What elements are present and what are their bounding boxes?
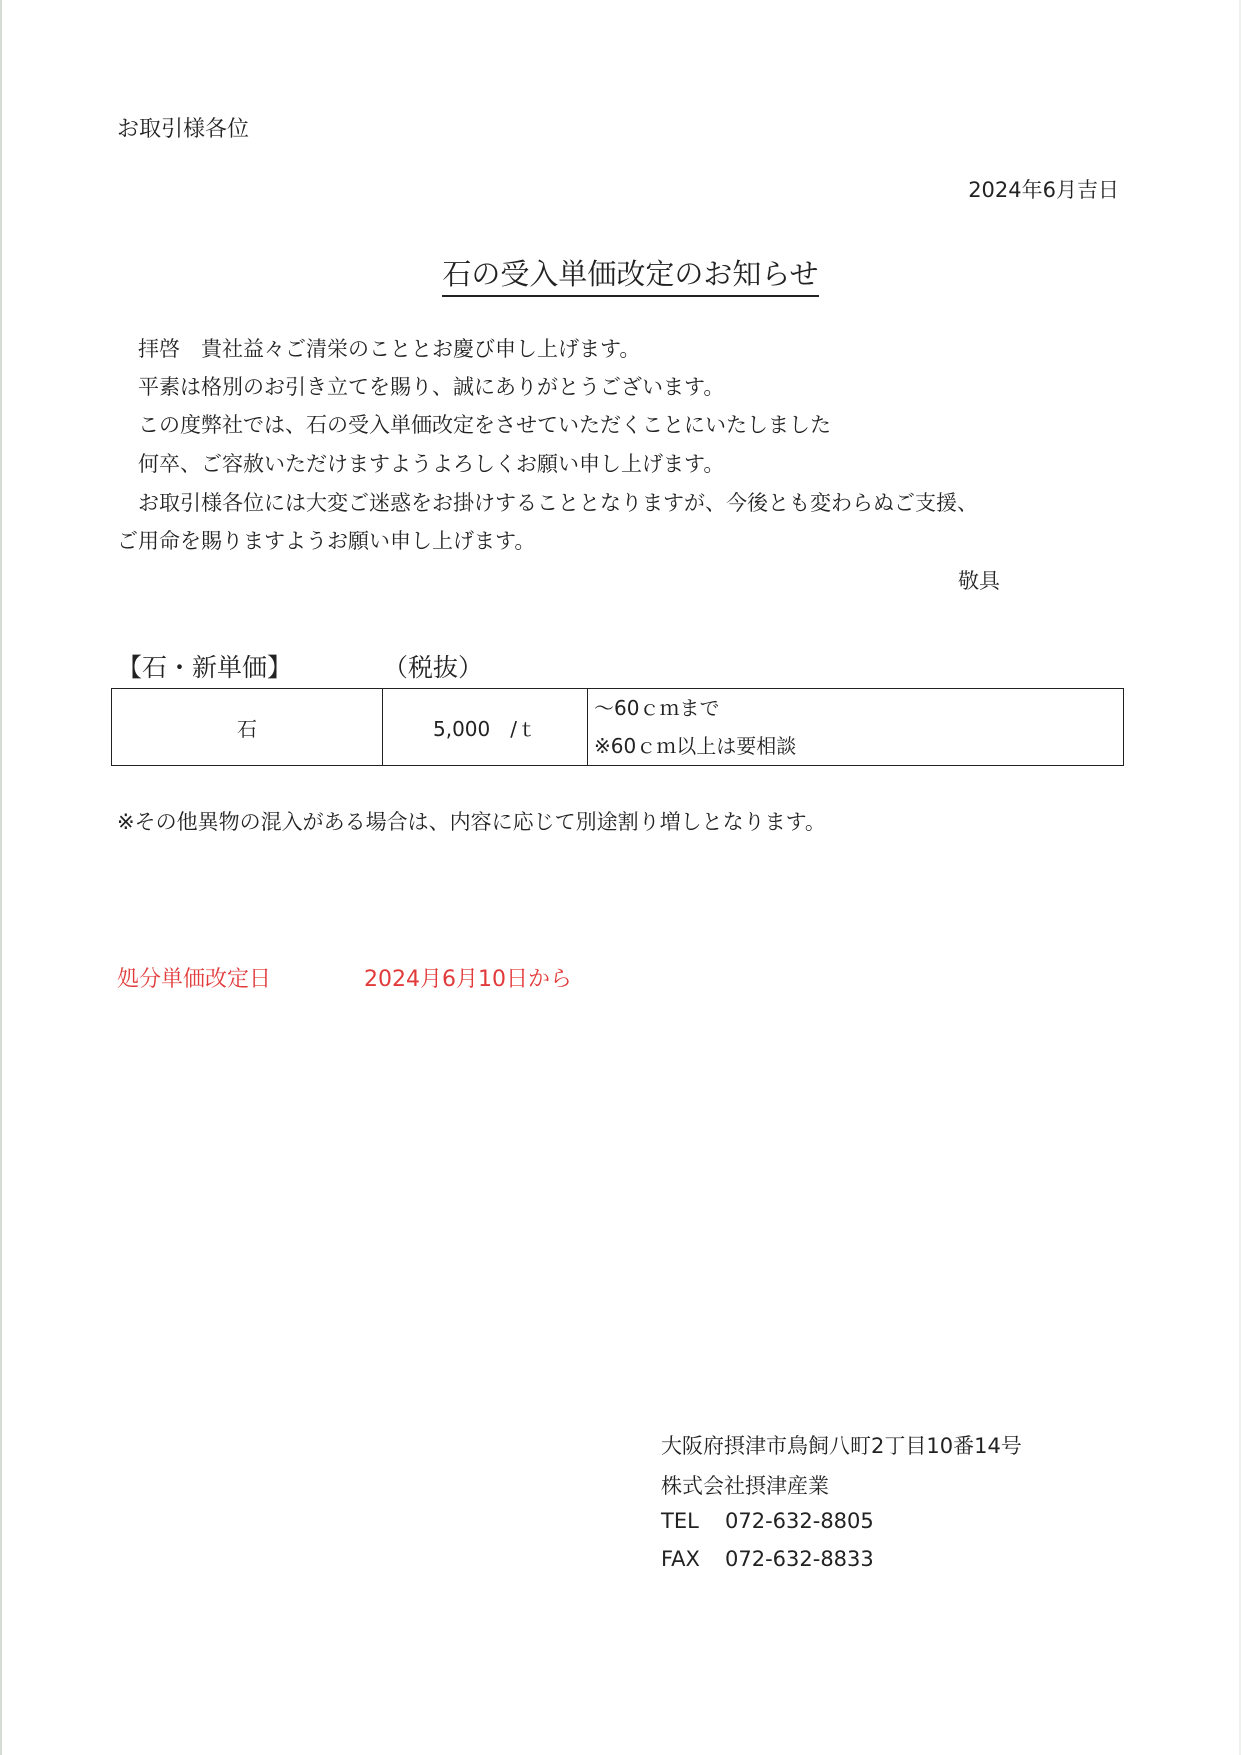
letter-date: 2024年6月吉日 bbox=[968, 178, 1119, 202]
sender-address: 大阪府摂津市鳥飼八町2丁目10番14号 bbox=[661, 1434, 1022, 1458]
body-line-4: 何卒、ご容赦いただけますようよろしくお願い申し上げます。 bbox=[138, 452, 725, 476]
price-notes-cell bbox=[588, 689, 1124, 766]
body-line-1: 拝啓 貴社益々ご清栄のこととお慶び申し上げます。 bbox=[138, 337, 641, 361]
tel-number: 072-632-8805 bbox=[725, 1509, 874, 1533]
price-heading: 【石・新単価】 bbox=[117, 653, 293, 682]
price-item-cell: 石 bbox=[112, 689, 383, 766]
body-line-6: ご用命を賜りますようお願い申し上げます。 bbox=[117, 529, 536, 553]
addressee: お取引様各位 bbox=[117, 117, 250, 142]
fax-number: 072-632-8833 bbox=[725, 1547, 874, 1571]
sender-fax bbox=[661, 1547, 874, 1571]
body-line-3: この度弊社では、石の受入単価改定をさせていただくことにいたしました bbox=[138, 413, 831, 437]
price-note-2: ※60ｃｍ以上は要相談 bbox=[594, 734, 797, 758]
effective-date-label: 処分単価改定日 bbox=[117, 967, 272, 992]
price-table bbox=[111, 688, 1124, 766]
closing-word: 敬具 bbox=[958, 569, 1000, 593]
price-value-cell: 5,000 /ｔ bbox=[383, 689, 588, 766]
price-note-1: ～60ｃｍまで bbox=[594, 696, 720, 720]
effective-date-value: 2024月6月10日から bbox=[364, 967, 572, 992]
tel-label: TEL bbox=[661, 1509, 699, 1533]
body-line-2: 平素は格別のお引き立てを賜り、誠にありがとうございます。 bbox=[138, 375, 725, 399]
surcharge-note: ※その他異物の混入がある場合は、内容に応じて別途割り増しとなります。 bbox=[117, 810, 826, 834]
tax-note: （税抜） bbox=[383, 653, 484, 682]
document-title-wrap bbox=[0, 252, 1241, 297]
fax-label: FAX bbox=[661, 1547, 700, 1571]
document-title: 石の受入単価改定のお知らせ bbox=[442, 252, 818, 297]
body-line-5: お取引様各位には大変ご迷惑をお掛けすることとなりますが、今後とも変わらぬご支援、 bbox=[138, 491, 978, 515]
sender-tel bbox=[661, 1509, 874, 1533]
table-row bbox=[112, 689, 1124, 766]
sender-company: 株式会社摂津産業 bbox=[661, 1474, 829, 1498]
